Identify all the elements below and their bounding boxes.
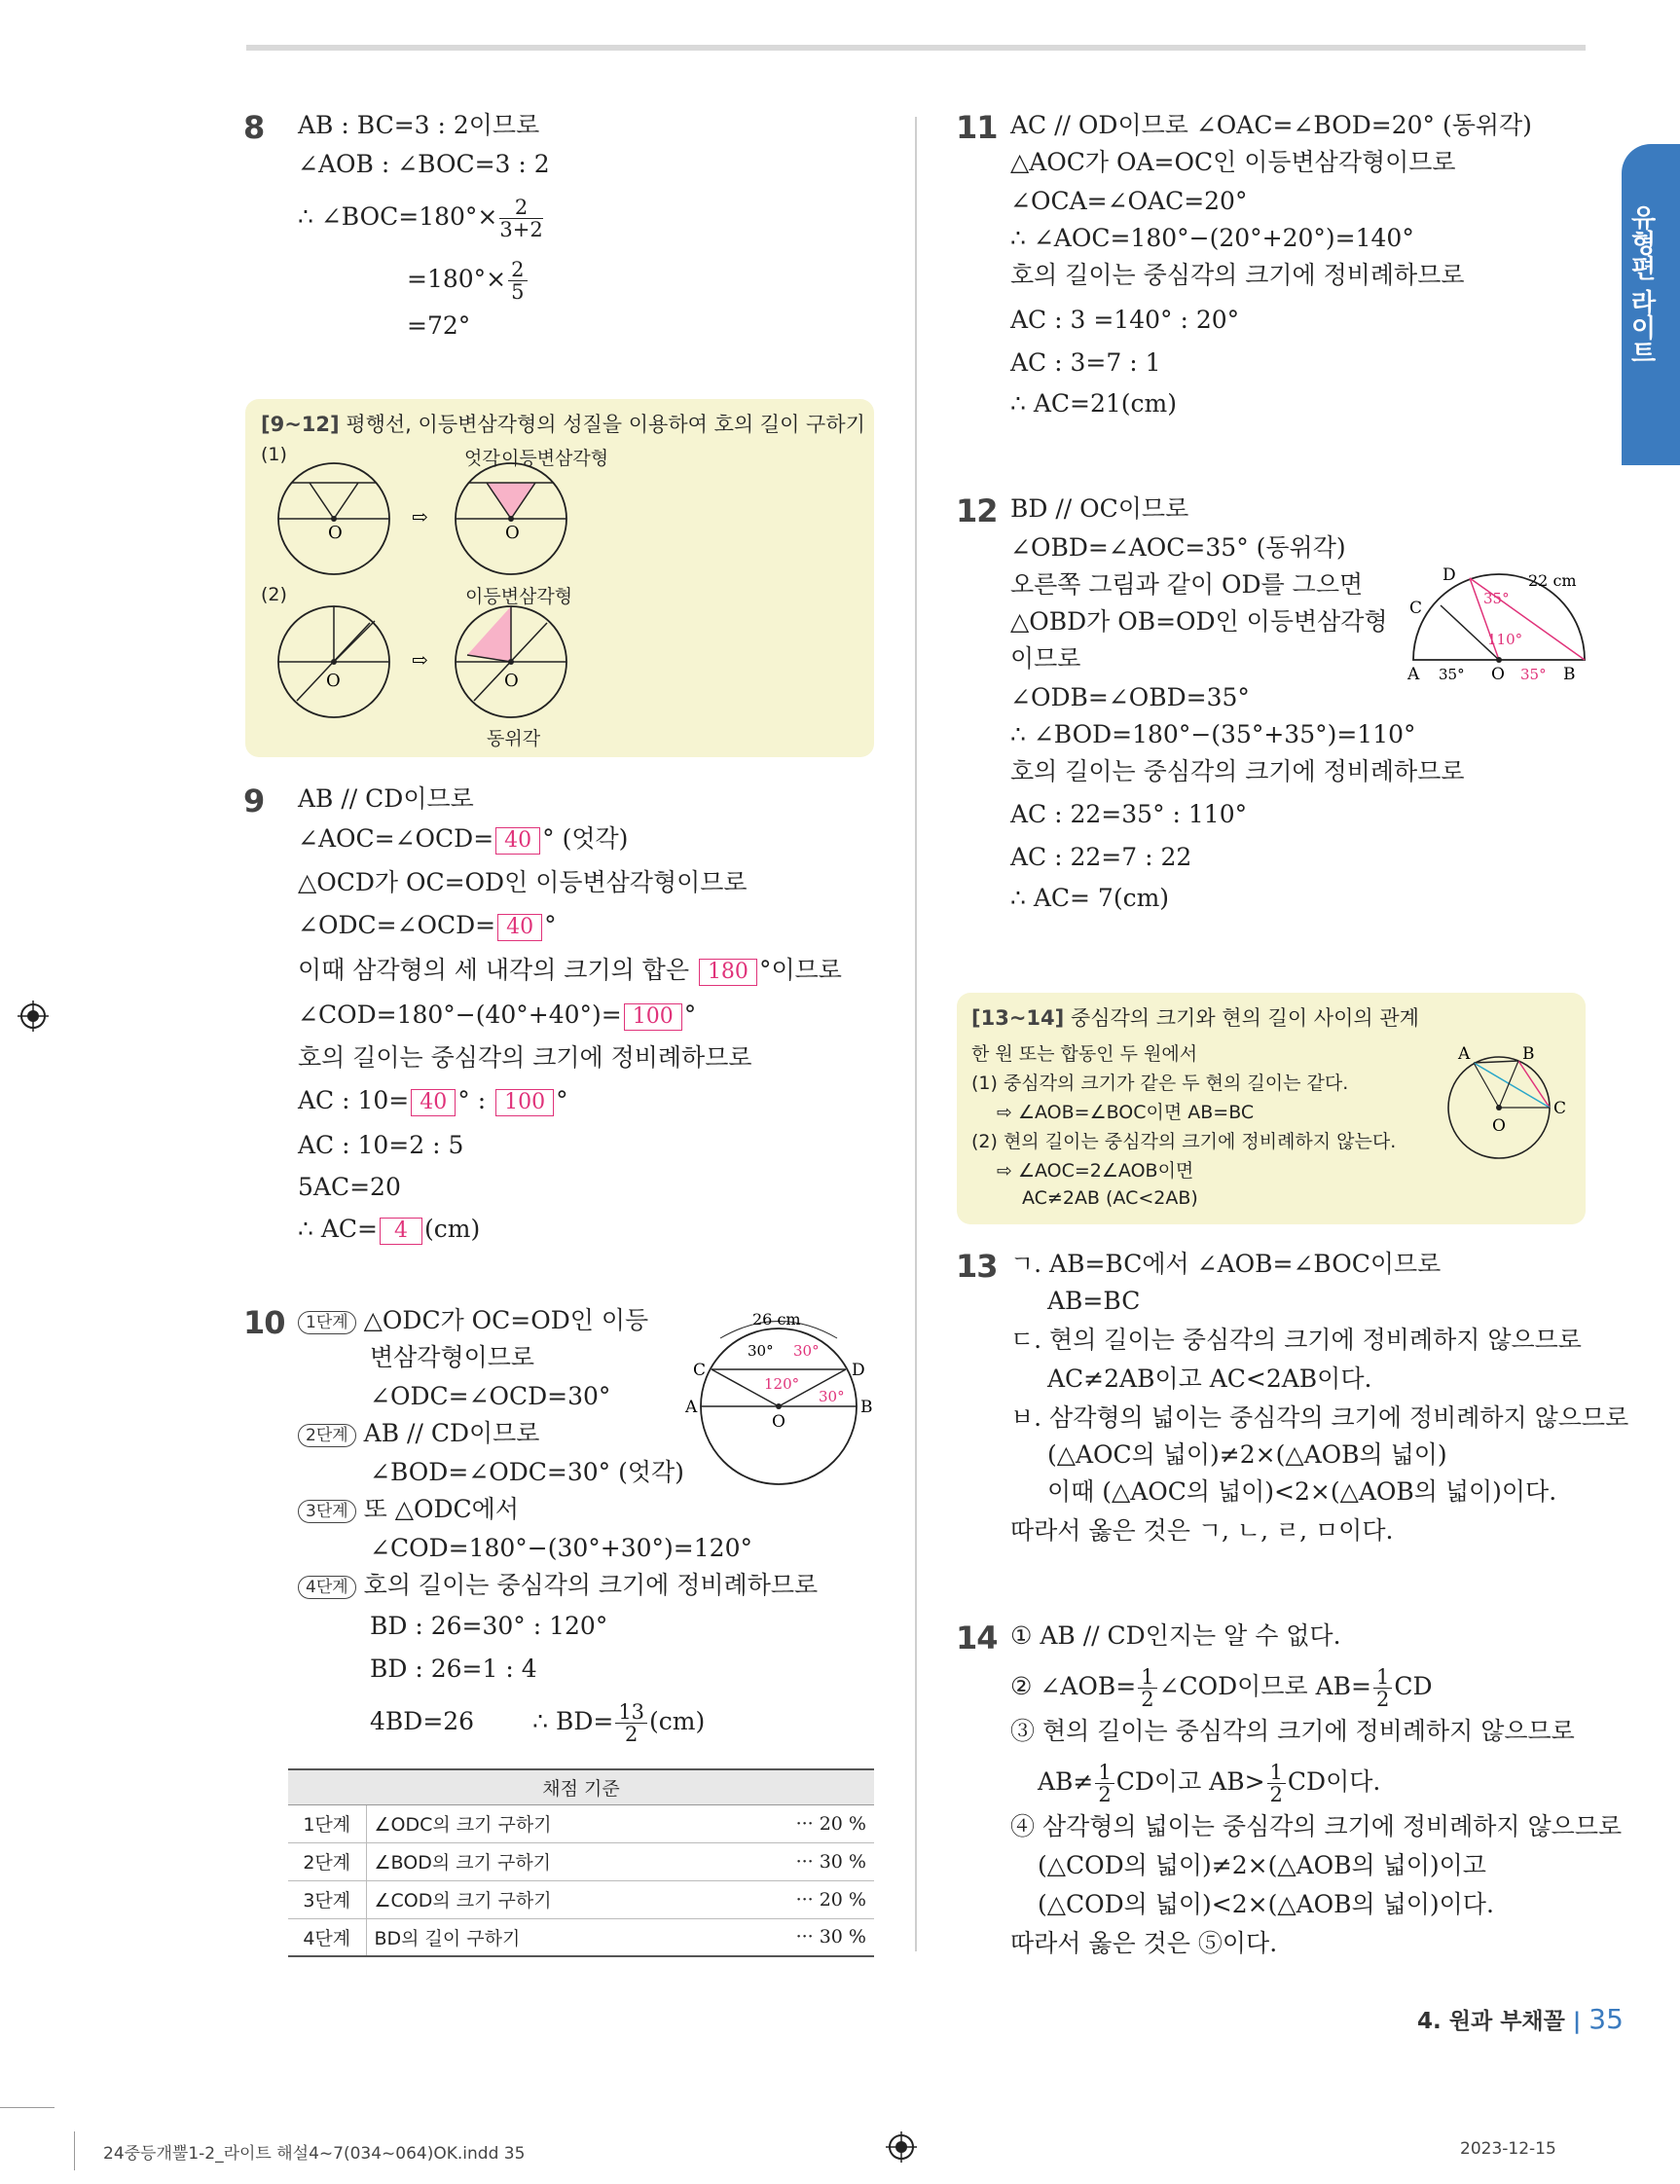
p9-line-6: ∠COD=180°−(40°+40°)= 100 ° — [298, 1001, 697, 1029]
grading-table — [288, 1768, 874, 1957]
p11-line-6: AC : 3 =140° : 20° — [1010, 306, 1240, 334]
p12-semicircle-figure — [1402, 564, 1596, 684]
p11-line-5: 호의 길이는 중심각의 크기에 정비례하므로 — [1010, 261, 1465, 289]
p12-fig-a110: 110° — [1487, 631, 1523, 648]
table-row: 4단계 BD의 길이 구하기 ··· 30 % — [288, 1918, 874, 1956]
p10-line-10: 4BD=26 ∴ BD= $\frac{13}{2}$ (cm) — [370, 1700, 706, 1746]
p12-fig-b35: 35° — [1439, 666, 1465, 683]
p10-line-4: ∠BOD=∠ODC=30° (엇각) — [370, 1458, 684, 1486]
column-divider — [915, 117, 917, 1951]
box2-line-3: ⇨ ∠AOB=∠BOC이면 AB=BC — [997, 1102, 1255, 1123]
p10-line-1b: 변삼각형이므로 — [370, 1343, 535, 1371]
box2-title: [13~14] 중심각의 크기와 현의 길이 사이의 관계 — [971, 1006, 1419, 1030]
box1-figures — [273, 457, 584, 720]
side-tab-label: 유형편 라이트 — [1626, 204, 1656, 366]
p13-line-3: ㄷ. 현의 길이는 중심각의 크기에 정비례하지 않으므로 — [1010, 1326, 1582, 1354]
svg-text:O: O — [505, 523, 520, 543]
problem-number-10: 10 — [243, 1304, 285, 1341]
chapter-title: 4. 원과 부채꼴 — [1417, 2009, 1565, 2034]
p10-line-7: 4단계 호의 길이는 중심각의 크기에 정비례하므로 — [298, 1569, 818, 1602]
p10-fig-len: 26 cm — [752, 1310, 801, 1329]
print-date: 2023-12-15 — [1460, 2139, 1556, 2159]
registration-mark-icon — [886, 2131, 917, 2163]
box2-line-1: 한 원 또는 합동인 두 원에서 — [971, 1043, 1198, 1065]
p10-fig-O: O — [772, 1412, 785, 1432]
p10-line-6: ∠COD=180°−(30°+30°)=120° — [370, 1534, 752, 1562]
p13-line-8: 따라서 옳은 것은 ㄱ, ㄴ, ㄹ, ㅁ이다. — [1010, 1516, 1394, 1545]
p11-line-7: AC : 3=7 : 1 — [1010, 348, 1161, 377]
p10-fig-c30: 30° — [819, 1388, 845, 1405]
p14-line-8: 따라서 옳은 것은 ⑤이다. — [1010, 1929, 1278, 1957]
p12-fig-D: D — [1443, 565, 1456, 585]
registration-mark-icon — [18, 1001, 49, 1032]
box1-title: [9~12] 평행선, 이등변삼각형의 성질을 이용하여 호의 길이 구하기 — [261, 413, 865, 436]
p12-fig-c35: 35° — [1520, 666, 1547, 683]
p10-circle-figure — [681, 1309, 876, 1484]
p12-line-11: ∴ AC= 7(cm) — [1010, 884, 1170, 912]
crop-mark — [0, 2107, 55, 2108]
step-badge-1: 1단계 — [298, 1311, 356, 1334]
p10-fig-b30: 30° — [793, 1342, 820, 1360]
box1-label-iso2: 이등변삼각형 — [465, 586, 573, 607]
p12-fig-A: A — [1407, 665, 1420, 684]
p14-line-2: ② ∠AOB= $\frac{1}{2}$ ∠COD이므로 AB= $\frac{1}{2}$ CD — [1010, 1665, 1433, 1711]
p9-line-1: AB // CD이므로 — [298, 784, 474, 813]
problem-number-11: 11 — [956, 109, 998, 146]
p8-line-3: ∴ ∠BOC=180°× $\frac{2}{3+2}$ — [298, 196, 543, 241]
p10-fig-A: A — [685, 1398, 698, 1417]
p12-fig-C: C — [1409, 599, 1423, 618]
svg-text:⇨: ⇨ — [412, 505, 428, 528]
p14-line-1: ① AB // CD인지는 알 수 없다. — [1010, 1621, 1341, 1650]
p10-fig-a120: 120° — [764, 1375, 800, 1393]
box1-case-2: (2) — [261, 584, 287, 605]
p9-line-8: AC : 10= 40 ° : 100 ° — [298, 1086, 568, 1114]
p10-line-5: 3단계 또 △ODC에서 — [298, 1493, 519, 1526]
problem-number-12: 12 — [956, 492, 998, 529]
p11-line-1: AC // OD이므로 ∠OAC=∠BOD=20° (동위각) — [1010, 111, 1532, 139]
p12-fig-a35: 35° — [1483, 590, 1510, 607]
page-number: 35 — [1589, 2003, 1624, 2035]
p9-line-9: AC : 10=2 : 5 — [298, 1131, 464, 1159]
box2-line-2: (1) 중심각의 크기가 같은 두 현의 길이는 같다. — [971, 1073, 1349, 1094]
problem-number-13: 13 — [956, 1248, 998, 1285]
step-badge-4: 4단계 — [298, 1576, 356, 1599]
p12-fig-O: O — [1491, 665, 1505, 684]
box1-label-alt: 엇각 — [464, 448, 500, 469]
p8-line-1: AB : BC=3 : 2이므로 — [298, 111, 540, 139]
p10-fig-B: B — [860, 1398, 873, 1417]
step-badge-3: 3단계 — [298, 1500, 356, 1523]
box2-circle-figure — [1441, 1043, 1577, 1170]
p12-line-10: AC : 22=7 : 22 — [1010, 843, 1192, 871]
p9-line-4: ∠ODC=∠OCD= 40 ° — [298, 911, 557, 939]
p12-line-9: AC : 22=35° : 110° — [1010, 800, 1248, 828]
p12-line-8: 호의 길이는 중심각의 크기에 정비례하므로 — [1010, 757, 1465, 785]
box2-line-4: (2) 현의 길이는 중심각의 크기에 정비례하지 않는다. — [971, 1131, 1397, 1152]
step-badge-2: 2단계 — [298, 1424, 356, 1447]
p10-line-3: 2단계 AB // CD이므로 — [298, 1417, 539, 1450]
p10-line-8: BD : 26=30° : 120° — [370, 1612, 608, 1640]
p13-line-1: ㄱ. AB=BC에서 ∠AOB=∠BOC이므로 — [1010, 1250, 1442, 1278]
p12-line-6: ∠ODB=∠OBD=35° — [1010, 683, 1250, 711]
p14-line-4: AB≠ $\frac{1}{2}$ CD이고 AB> $\frac{1}{2}$ CD이다. — [1038, 1761, 1381, 1806]
p14-line-7: (△COD의 넓이)<2×(△AOB의 넓이)이다. — [1038, 1890, 1494, 1918]
p10-line-9: BD : 26=1 : 4 — [370, 1655, 537, 1683]
grading-title: 채점 기준 — [288, 1769, 874, 1804]
p13-line-7: 이때 (△AOC의 넓이)<2×(△AOB의 넓이)이다. — [1047, 1477, 1557, 1506]
table-row: 1단계 ∠ODC의 크기 구하기 ··· 20 % — [288, 1804, 874, 1842]
p12-line-1: BD // OC이므로 — [1010, 494, 1189, 523]
p12-fig-B: B — [1563, 665, 1576, 684]
svg-text:O: O — [326, 671, 341, 691]
p12-line-7: ∴ ∠BOD=180°−(35°+35°)=110° — [1010, 720, 1416, 748]
top-rule — [246, 45, 1586, 51]
box1-label-iso: 이등변삼각형 — [501, 448, 609, 469]
p13-line-5: ㅂ. 삼각형의 넓이는 중심각의 크기에 정비례하지 않으므로 — [1010, 1403, 1629, 1432]
problem-number-14: 14 — [956, 1620, 998, 1656]
p12-line-5: 이므로 — [1010, 644, 1081, 673]
p11-line-8: ∴ AC=21(cm) — [1010, 389, 1178, 418]
table-row: 2단계 ∠BOD의 크기 구하기 ··· 30 % — [288, 1842, 874, 1880]
svg-text:O: O — [328, 523, 343, 543]
p8-line-2: ∠AOB : ∠BOC=3 : 2 — [298, 150, 550, 178]
p9-line-7: 호의 길이는 중심각의 크기에 정비례하므로 — [298, 1043, 752, 1072]
p9-line-11: ∴ AC= 4 (cm) — [298, 1215, 481, 1243]
svg-text:⇨: ⇨ — [412, 648, 428, 672]
box2-fig-C: C — [1553, 1099, 1567, 1118]
problem-number-9: 9 — [243, 783, 265, 819]
svg-text:O: O — [504, 671, 519, 691]
p9-line-3: △OCD가 OC=OD인 이등변삼각형이므로 — [298, 868, 748, 896]
problem-number-8: 8 — [243, 109, 265, 146]
box2-fig-O: O — [1492, 1116, 1506, 1136]
p11-line-4: ∴ ∠AOC=180°−(20°+20°)=140° — [1010, 224, 1414, 252]
p10-fig-D: D — [852, 1361, 865, 1380]
p9-line-2: ∠AOC=∠OCD= 40 ° (엇각) — [298, 824, 629, 853]
p11-line-2: △AOC가 OA=OC인 이등변삼각형이므로 — [1010, 148, 1456, 176]
p10-fig-C: C — [693, 1361, 707, 1380]
p9-line-10: 5AC=20 — [298, 1173, 401, 1201]
p12-line-2: ∠OBD=∠AOC=35° (동위각) — [1010, 533, 1346, 562]
p14-line-3: ③ 현의 길이는 중심각의 크기에 정비례하지 않으므로 — [1010, 1717, 1575, 1745]
p8-line-5: =72° — [407, 311, 471, 340]
p10-line-2: ∠ODC=∠OCD=30° — [370, 1382, 611, 1410]
box1-label-corr: 동위각 — [487, 728, 541, 749]
p13-line-4: AC≠2AB이고 AC<2AB이다. — [1047, 1365, 1372, 1393]
p14-line-6: (△COD의 넓이)≠2×(△AOB의 넓이)이고 — [1038, 1851, 1486, 1879]
box2-line-5: ⇨ ∠AOC=2∠AOB이면 — [997, 1160, 1194, 1182]
p10-fig-a30: 30° — [748, 1342, 774, 1360]
p9-line-5: 이때 삼각형의 세 내각의 크기의 합은 180 °이므로 — [298, 956, 842, 984]
p14-line-5: ④ 삼각형의 넓이는 중심각의 크기에 정비례하지 않으므로 — [1010, 1812, 1623, 1840]
p13-line-6: (△AOC의 넓이)≠2×(△AOB의 넓이) — [1047, 1440, 1447, 1469]
crop-mark — [74, 2131, 75, 2170]
box2-fig-A: A — [1458, 1044, 1471, 1064]
box1-case-1: (1) — [261, 444, 287, 465]
p12-fig-len: 22 cm — [1528, 571, 1577, 590]
file-name: 24중등개뿔1-2_라이트 해설4~7(034~064)OK.indd 35 — [103, 2144, 526, 2164]
p13-line-2: AB=BC — [1047, 1287, 1141, 1315]
table-row: 3단계 ∠COD의 크기 구하기 ··· 20 % — [288, 1880, 874, 1918]
box2-fig-B: B — [1522, 1044, 1535, 1064]
p11-line-3: ∠OCA=∠OAC=20° — [1010, 187, 1248, 215]
p8-line-4: =180°× $\frac{2}{5}$ — [407, 259, 530, 303]
p12-line-3: 오른쪽 그림과 같이 OD를 그으면 — [1010, 570, 1364, 599]
p12-line-4: △OBD가 OB=OD인 이등변삼각형 — [1010, 607, 1388, 636]
page-footer: 4. 원과 부채꼴 | 35 — [1417, 2003, 1624, 2035]
p10-line-1: 1단계 △ODC가 OC=OD인 이등 — [298, 1304, 648, 1337]
box2-line-6: AC≠2AB (AC<2AB) — [1022, 1187, 1198, 1209]
